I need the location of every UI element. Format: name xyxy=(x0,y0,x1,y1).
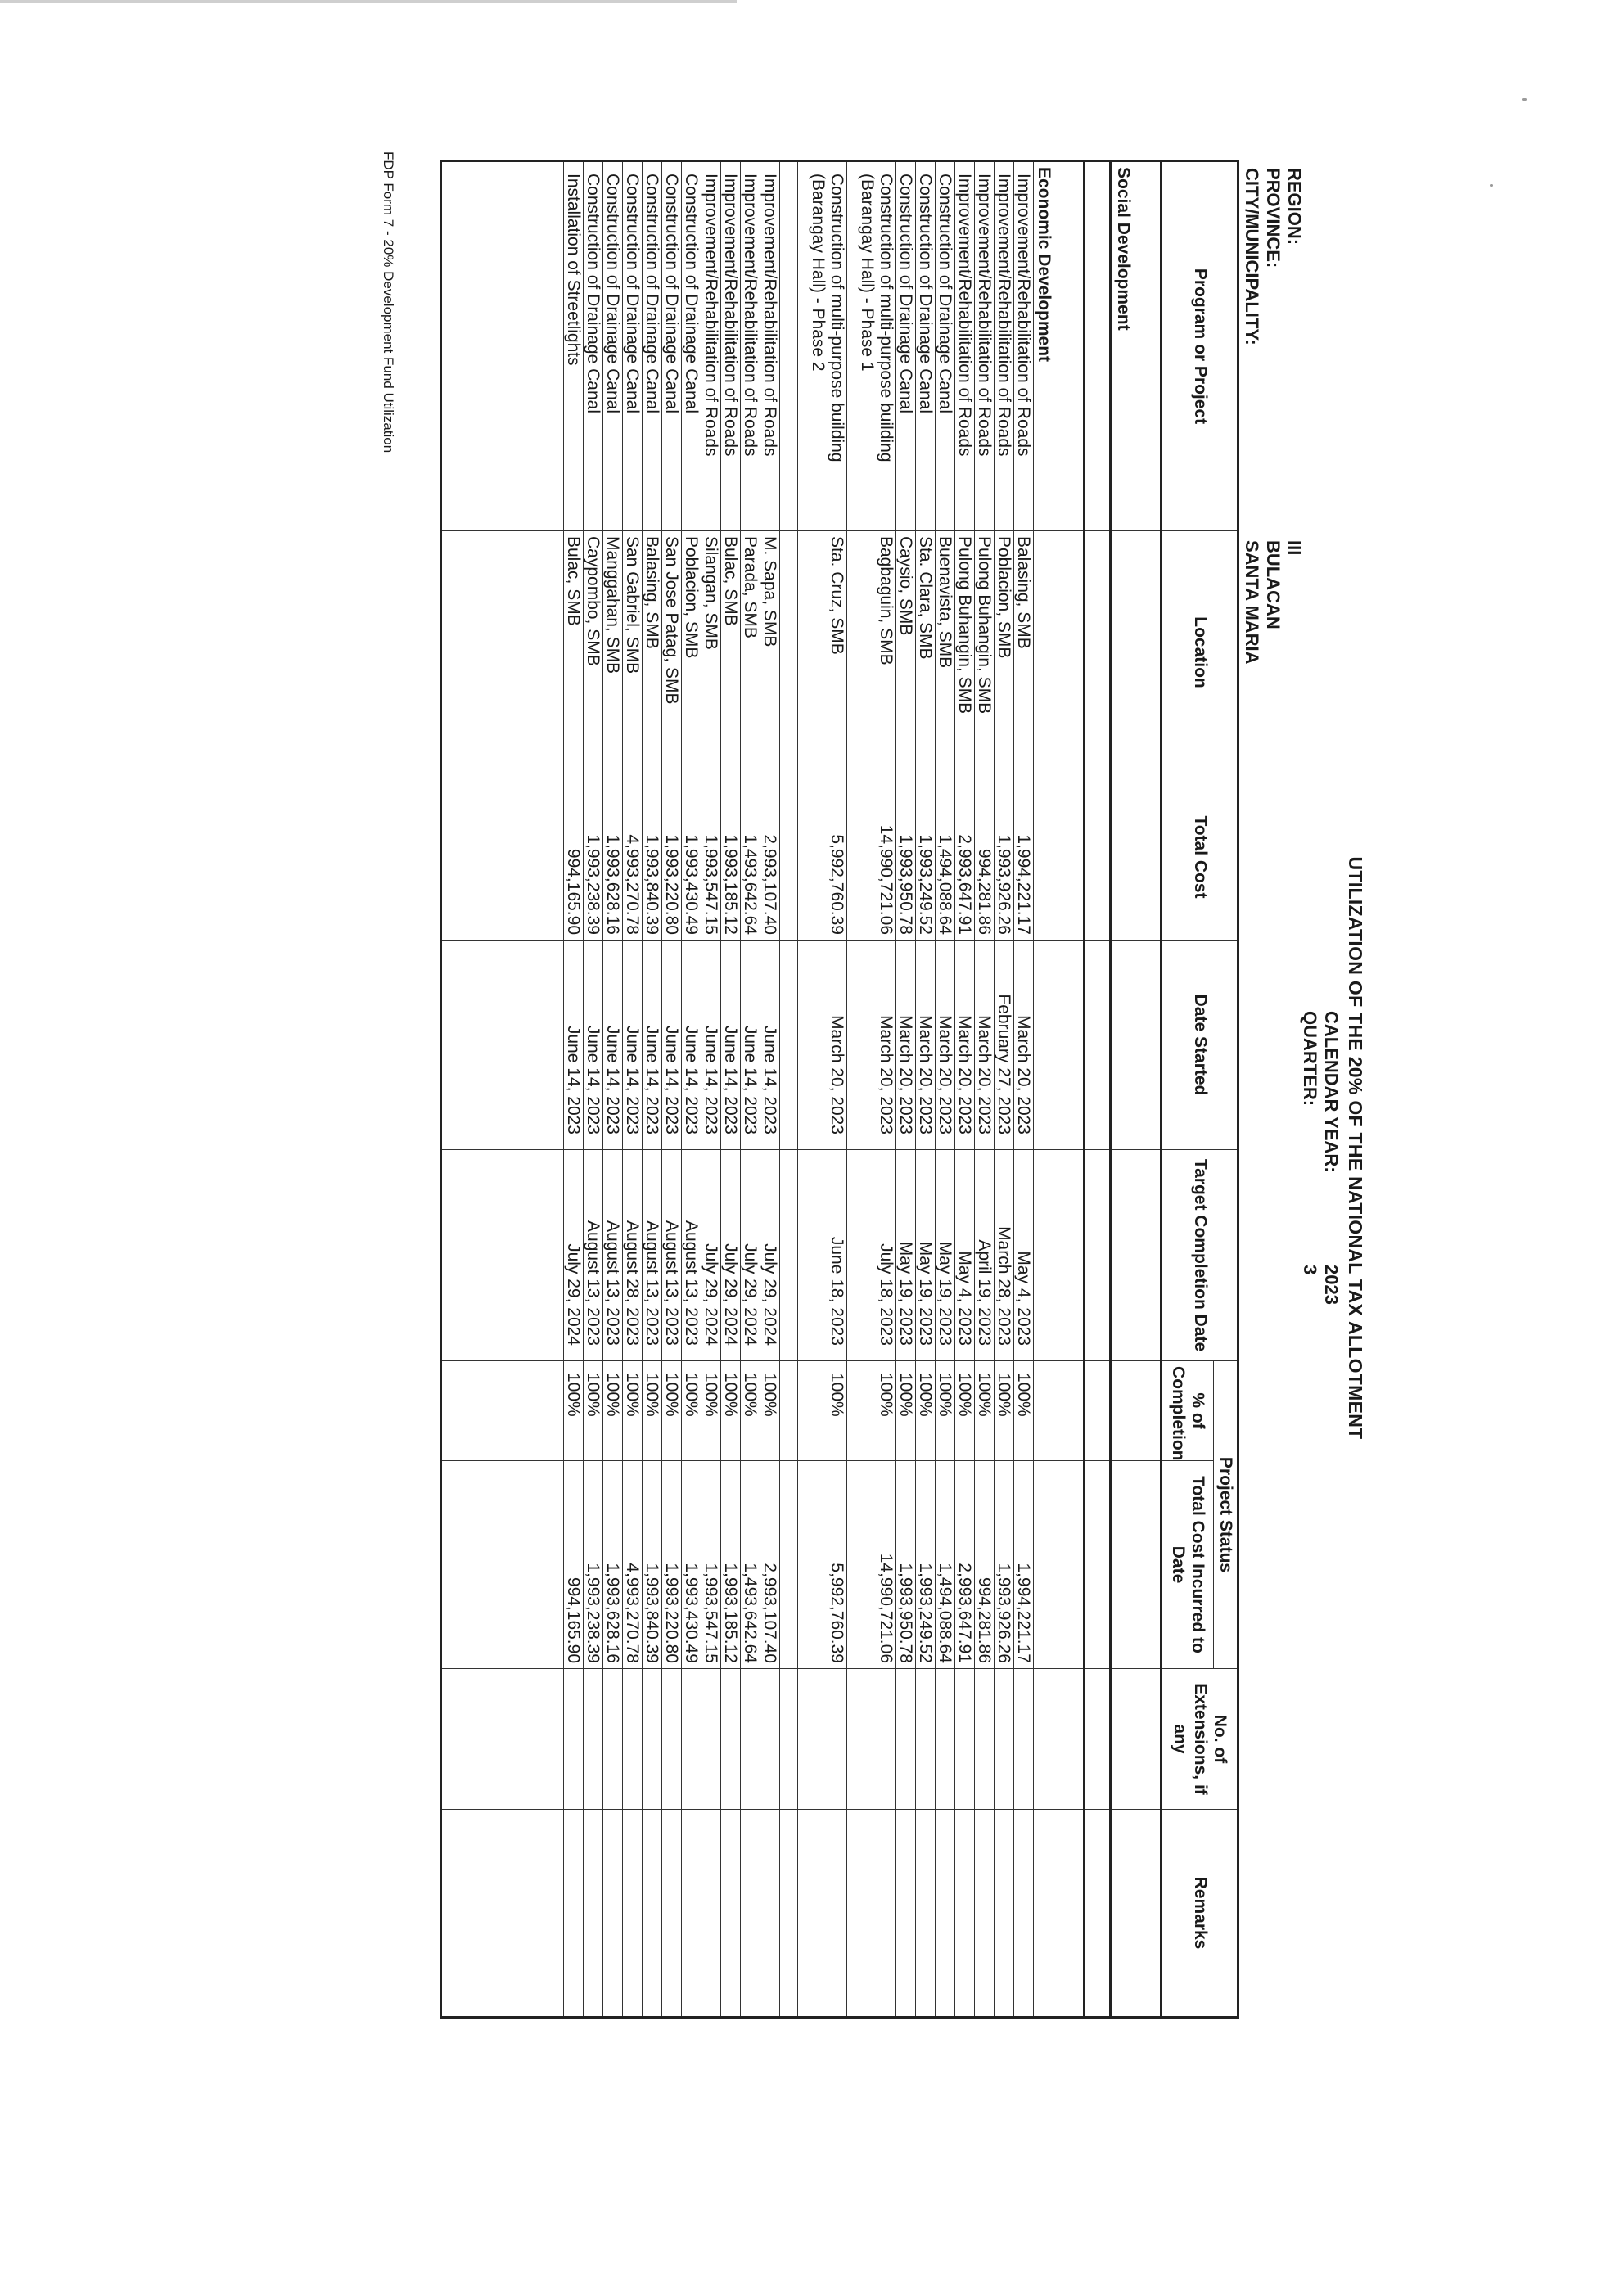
cell-location: Buenavista, SMB xyxy=(936,531,955,774)
cell-remarks xyxy=(564,1810,584,2018)
cell-date-started: June 14, 2023 xyxy=(701,941,721,1150)
blank-band-row xyxy=(1085,161,1111,2018)
cell-cost-incurred: 1,494,088.64 xyxy=(936,1461,955,1669)
page-title: UTILIZATION OF THE 20% OF THE NATIONAL TAX ALLOTMENT xyxy=(1345,856,1366,1440)
cell-date-started: June 14, 2023 xyxy=(721,941,741,1150)
cell-remarks xyxy=(701,1810,721,2018)
cell-date-started: March 20, 2023 xyxy=(847,941,896,1150)
cell-cost-incurred: 994,281.86 xyxy=(975,1461,995,1669)
cell-target-completion: May 4, 2023 xyxy=(1014,1150,1034,1361)
cell-program: Improvement/Rehabilitation of Roads xyxy=(955,161,975,531)
cell-program-line: Construction of multi-purpose building xyxy=(877,174,895,462)
cell-pct-completion: 100% xyxy=(936,1361,955,1461)
cell-extensions xyxy=(721,1669,741,1810)
blank-band-row xyxy=(1135,161,1162,2018)
cell-date-started: June 14, 2023 xyxy=(623,941,643,1150)
cell-location: Balasing, SMB xyxy=(643,531,662,774)
cell-total-cost: 1,994,221.17 xyxy=(1014,774,1034,941)
cell-location: Bagbaguin, SMB xyxy=(847,531,896,774)
cell-location: Parada, SMB xyxy=(741,531,760,774)
cell-remarks xyxy=(721,1810,741,2018)
fund-utilization-table xyxy=(440,160,1239,2019)
cell-remarks xyxy=(916,1810,936,2018)
cell-location: Caypombo, SMB xyxy=(584,531,603,774)
cell-remarks xyxy=(643,1810,662,2018)
cell-total-cost: 1,993,430.49 xyxy=(682,774,701,941)
cell-extensions xyxy=(916,1669,936,1810)
cell-program: Improvement/Rehabilitation of Roads xyxy=(760,161,780,531)
table-row xyxy=(896,161,916,2018)
cell-target-completion: July 18, 2023 xyxy=(847,1150,896,1361)
quarter-value: 3 xyxy=(1300,1265,1320,1275)
cell-target-completion: May 4, 2023 xyxy=(955,1150,975,1361)
cell-extensions xyxy=(995,1669,1014,1810)
cell-cost-incurred: 1,993,249.52 xyxy=(916,1461,936,1669)
cell-target-completion: July 29, 2024 xyxy=(701,1150,721,1361)
col-header-extensions: No. of Extensions, if any xyxy=(1162,1669,1238,1810)
table-row xyxy=(995,161,1014,2018)
cell-program: Construction of Drainage Canal xyxy=(584,161,603,531)
cell-target-completion: May 19, 2023 xyxy=(896,1150,916,1361)
table-row xyxy=(1014,161,1034,2018)
cell-remarks xyxy=(955,1810,975,2018)
cell-location: Pulong Buhangin, SMB xyxy=(955,531,975,774)
cell-cost-incurred: 2,993,647.91 xyxy=(955,1461,975,1669)
cell-extensions xyxy=(1014,1669,1034,1810)
cell-cost-incurred: 4,993,270.78 xyxy=(623,1461,643,1669)
form-label: FDP Form 7 - 20% Development Fund Utilization xyxy=(381,151,396,453)
cell-pct-completion: 100% xyxy=(760,1361,780,1461)
col-header-target-completion: Target Completion Date xyxy=(1162,1150,1238,1361)
cell-location: Poblacion, SMB xyxy=(995,531,1014,774)
cell-total-cost: 1,993,249.52 xyxy=(916,774,936,941)
province-label: PROVINCE: xyxy=(1263,168,1283,268)
cell-pct-completion: 100% xyxy=(975,1361,995,1461)
cell-date-started: June 14, 2023 xyxy=(643,941,662,1150)
cell-cost-incurred: 1,993,430.49 xyxy=(682,1461,701,1669)
cell-location: Caysio, SMB xyxy=(896,531,916,774)
cell-remarks xyxy=(847,1810,896,2018)
cell-total-cost: 1,993,926.26 xyxy=(995,774,1014,941)
col-header-date-started: Date Started xyxy=(1162,941,1238,1150)
cell-extensions xyxy=(760,1669,780,1810)
cell-date-started: June 14, 2023 xyxy=(741,941,760,1150)
col-header-remarks: Remarks xyxy=(1162,1810,1238,2018)
cell-location: M. Sapa, SMB xyxy=(760,531,780,774)
quarter-label: QUARTER: xyxy=(1300,1011,1320,1107)
cell-program: Improvement/Rehabilitation of Roads xyxy=(1014,161,1034,531)
cell-location: San Gabriel, SMB xyxy=(623,531,643,774)
region-value: III xyxy=(1284,540,1305,556)
cell-date-started: March 20, 2023 xyxy=(1014,941,1034,1150)
section-row-social xyxy=(1111,161,1135,2018)
cell-extensions xyxy=(662,1669,682,1810)
cell-total-cost: 1,993,220.80 xyxy=(662,774,682,941)
cell-cost-incurred: 14,990,721.06 xyxy=(847,1461,896,1669)
blank-filler-row xyxy=(441,161,564,2018)
blank-band-row xyxy=(1058,161,1085,2018)
cell-program: Improvement/Rehabilitation of Roads xyxy=(701,161,721,531)
cell-cost-incurred: 1,993,950.78 xyxy=(896,1461,916,1669)
cell-location: San Jose Patag, SMB xyxy=(662,531,682,774)
cell-pct-completion: 100% xyxy=(1014,1361,1034,1461)
cell-pct-completion: 100% xyxy=(701,1361,721,1461)
cell-total-cost: 1,993,628.16 xyxy=(603,774,623,941)
cell-extensions xyxy=(975,1669,995,1810)
cell-target-completion: August 13, 2023 xyxy=(662,1150,682,1361)
cell-pct-completion: 100% xyxy=(995,1361,1014,1461)
cell-program: Construction of Drainage Canal xyxy=(916,161,936,531)
cell-total-cost: 1,993,238.39 xyxy=(584,774,603,941)
cell-pct-completion: 100% xyxy=(741,1361,760,1461)
cell-program xyxy=(847,161,896,531)
cell-date-started: June 14, 2023 xyxy=(584,941,603,1150)
cell-cost-incurred: 1,493,642.64 xyxy=(741,1461,760,1669)
col-header-location: Location xyxy=(1162,531,1238,774)
cell-remarks xyxy=(995,1810,1014,2018)
cell-total-cost: 1,494,088.64 xyxy=(936,774,955,941)
table-row xyxy=(955,161,975,2018)
cell-extensions xyxy=(682,1669,701,1810)
col-header-cost-incurred: Total Cost Incurred to Date xyxy=(1162,1461,1214,1669)
table-row xyxy=(643,161,662,2018)
cell-cost-incurred: 1,994,221.17 xyxy=(1014,1461,1034,1669)
table-row xyxy=(564,161,584,2018)
cell-date-started: June 14, 2023 xyxy=(564,941,584,1150)
cell-program: Improvement/Rehabilitation of Roads xyxy=(995,161,1014,531)
section-row-economic xyxy=(1034,161,1058,2018)
region-label: REGION: xyxy=(1284,168,1305,246)
cell-program: Improvement/Rehabilitation of Roads xyxy=(975,161,995,531)
city-value: SANTA MARIA xyxy=(1242,540,1262,665)
city-label: CITY/MUNICIPALITY: xyxy=(1242,168,1262,345)
table-row xyxy=(623,161,643,2018)
calendar-year-value: 2023 xyxy=(1321,1265,1342,1305)
cell-remarks xyxy=(741,1810,760,2018)
cell-total-cost: 1,993,840.39 xyxy=(643,774,662,941)
cell-extensions xyxy=(936,1669,955,1810)
cell-date-started: February 27, 2023 xyxy=(995,941,1014,1150)
table-row xyxy=(603,161,623,2018)
cell-program: Construction of Drainage Canal xyxy=(936,161,955,531)
cell-target-completion: March 28, 2023 xyxy=(995,1150,1014,1361)
cell-pct-completion: 100% xyxy=(564,1361,584,1461)
cell-date-started: June 14, 2023 xyxy=(760,941,780,1150)
cell-program: Construction of Drainage Canal xyxy=(662,161,682,531)
table-row xyxy=(721,161,741,2018)
cell-total-cost: 1,993,950.78 xyxy=(896,774,916,941)
cell-location: Bulac, SMB xyxy=(564,531,584,774)
cell-date-started: June 14, 2023 xyxy=(603,941,623,1150)
table-row xyxy=(741,161,760,2018)
table-row xyxy=(584,161,603,2018)
location-header xyxy=(1241,168,1305,665)
cell-location: Balasing, SMB xyxy=(1014,531,1034,774)
cell-cost-incurred: 2,993,107.40 xyxy=(760,1461,780,1669)
cell-pct-completion: 100% xyxy=(643,1361,662,1461)
cell-pct-completion: 100% xyxy=(847,1361,896,1461)
table-row xyxy=(916,161,936,2018)
cell-date-started: June 14, 2023 xyxy=(682,941,701,1150)
cell-location: Manggahan, SMB xyxy=(603,531,623,774)
cell-remarks xyxy=(623,1810,643,2018)
cell-extensions xyxy=(798,1669,847,1810)
cell-remarks xyxy=(603,1810,623,2018)
cell-target-completion: May 19, 2023 xyxy=(916,1150,936,1361)
cell-target-completion: August 13, 2023 xyxy=(603,1150,623,1361)
cell-date-started: March 20, 2023 xyxy=(916,941,936,1150)
cell-extensions xyxy=(847,1669,896,1810)
cell-cost-incurred: 1,993,628.16 xyxy=(603,1461,623,1669)
cell-program xyxy=(798,161,847,531)
cell-extensions xyxy=(741,1669,760,1810)
cell-program: Construction of Drainage Canal xyxy=(896,161,916,531)
col-header-total-cost: Total Cost xyxy=(1162,774,1238,941)
cell-location: Poblacion, SMB xyxy=(682,531,701,774)
cell-program-line: (Barangay Hall) - Phase 1 xyxy=(858,174,877,372)
table-row xyxy=(662,161,682,2018)
cell-date-started: June 14, 2023 xyxy=(662,941,682,1150)
cell-remarks xyxy=(1014,1810,1034,2018)
cell-remarks xyxy=(798,1810,847,2018)
cell-location: Sta. Clara, SMB xyxy=(916,531,936,774)
cell-remarks xyxy=(936,1810,955,2018)
cell-target-completion: July 29, 2024 xyxy=(760,1150,780,1361)
cell-total-cost: 994,165.90 xyxy=(564,774,584,941)
col-header-program: Program or Project xyxy=(1162,161,1238,531)
province-value: BULACAN xyxy=(1263,540,1283,629)
table-row xyxy=(936,161,955,2018)
spacer-row xyxy=(780,161,798,2018)
col-header-project-status: Project Status xyxy=(1214,1361,1238,1669)
cell-program: Construction of Drainage Canal xyxy=(623,161,643,531)
cell-cost-incurred: 1,993,238.39 xyxy=(584,1461,603,1669)
table-row xyxy=(682,161,701,2018)
cell-date-started: March 20, 2023 xyxy=(955,941,975,1150)
table-row xyxy=(847,161,896,2018)
cell-target-completion: July 29, 2024 xyxy=(721,1150,741,1361)
section-economic-label: Economic Development xyxy=(1034,161,1058,531)
cell-extensions xyxy=(896,1669,916,1810)
cell-remarks xyxy=(662,1810,682,2018)
cell-date-started: March 20, 2023 xyxy=(896,941,916,1150)
cell-pct-completion: 100% xyxy=(896,1361,916,1461)
cell-remarks xyxy=(760,1810,780,2018)
cell-cost-incurred: 994,165.90 xyxy=(564,1461,584,1669)
cell-extensions xyxy=(584,1669,603,1810)
cell-target-completion: June 18, 2023 xyxy=(798,1150,847,1361)
table-row xyxy=(760,161,780,2018)
cell-program: Improvement/Rehabilitation of Roads xyxy=(721,161,741,531)
cell-extensions xyxy=(701,1669,721,1810)
cell-cost-incurred: 1,993,185.12 xyxy=(721,1461,741,1669)
cell-date-started: March 20, 2023 xyxy=(936,941,955,1150)
cell-total-cost: 2,993,107.40 xyxy=(760,774,780,941)
cell-program-line: Construction of multi-purpose building xyxy=(828,174,846,462)
calendar-year-label: CALENDAR YEAR: xyxy=(1321,1011,1342,1173)
cell-target-completion: August 13, 2023 xyxy=(643,1150,662,1361)
cell-remarks xyxy=(896,1810,916,2018)
cell-pct-completion: 100% xyxy=(798,1361,847,1461)
cell-program: Installation of Streetlights xyxy=(564,161,584,531)
cell-cost-incurred: 1,993,840.39 xyxy=(643,1461,662,1669)
cell-location: Pulong Buhangin, SMB xyxy=(975,531,995,774)
cell-target-completion: April 19, 2023 xyxy=(975,1150,995,1361)
cell-pct-completion: 100% xyxy=(721,1361,741,1461)
cell-target-completion: August 28, 2023 xyxy=(623,1150,643,1361)
cell-cost-incurred: 1,993,220.80 xyxy=(662,1461,682,1669)
cell-pct-completion: 100% xyxy=(916,1361,936,1461)
table-row xyxy=(798,161,847,2018)
cell-pct-completion: 100% xyxy=(662,1361,682,1461)
cell-pct-completion: 100% xyxy=(955,1361,975,1461)
cell-extensions xyxy=(623,1669,643,1810)
cell-total-cost: 1,493,642.64 xyxy=(741,774,760,941)
cell-total-cost: 14,990,721.06 xyxy=(847,774,896,941)
section-social-label: Social Development xyxy=(1111,161,1135,531)
cell-target-completion: July 29, 2024 xyxy=(741,1150,760,1361)
cell-pct-completion: 100% xyxy=(603,1361,623,1461)
table-row xyxy=(701,161,721,2018)
cell-total-cost: 4,993,270.78 xyxy=(623,774,643,941)
cell-extensions xyxy=(955,1669,975,1810)
cell-remarks xyxy=(682,1810,701,2018)
col-header-pct-completion: % of Completion xyxy=(1162,1361,1214,1461)
cell-date-started: March 20, 2023 xyxy=(975,941,995,1150)
cell-location: Sta. Cruz, SMB xyxy=(798,531,847,774)
cell-pct-completion: 100% xyxy=(623,1361,643,1461)
cell-total-cost: 2,993,647.91 xyxy=(955,774,975,941)
cell-extensions xyxy=(564,1669,584,1810)
cell-program: Construction of Drainage Canal xyxy=(603,161,623,531)
calendar-block xyxy=(1299,1011,1342,1305)
cell-target-completion: July 29, 2024 xyxy=(564,1150,584,1361)
cell-location: Silangan, SMB xyxy=(701,531,721,774)
cell-extensions xyxy=(603,1669,623,1810)
cell-cost-incurred: 5,992,760.39 xyxy=(798,1461,847,1669)
cell-target-completion: August 13, 2023 xyxy=(682,1150,701,1361)
cell-remarks xyxy=(584,1810,603,2018)
cell-date-started: March 20, 2023 xyxy=(798,941,847,1150)
cell-total-cost: 5,992,760.39 xyxy=(798,774,847,941)
cell-program: Improvement/Rehabilitation of Roads xyxy=(741,161,760,531)
cell-pct-completion: 100% xyxy=(584,1361,603,1461)
cell-location: Bulac, SMB xyxy=(721,531,741,774)
cell-pct-completion: 100% xyxy=(682,1361,701,1461)
cell-extensions xyxy=(643,1669,662,1810)
cell-total-cost: 1,993,547.15 xyxy=(701,774,721,941)
cell-program: Construction of Drainage Canal xyxy=(643,161,662,531)
cell-program-line: (Barangay Hall) - Phase 2 xyxy=(809,174,828,372)
cell-total-cost: 994,281.86 xyxy=(975,774,995,941)
cell-cost-incurred: 1,993,926.26 xyxy=(995,1461,1014,1669)
cell-target-completion: May 19, 2023 xyxy=(936,1150,955,1361)
cell-program: Construction of Drainage Canal xyxy=(682,161,701,531)
cell-target-completion: August 13, 2023 xyxy=(584,1150,603,1361)
cell-remarks xyxy=(975,1810,995,2018)
cell-total-cost: 1,993,185.12 xyxy=(721,774,741,941)
table-row xyxy=(975,161,995,2018)
cell-cost-incurred: 1,993,547.15 xyxy=(701,1461,721,1669)
